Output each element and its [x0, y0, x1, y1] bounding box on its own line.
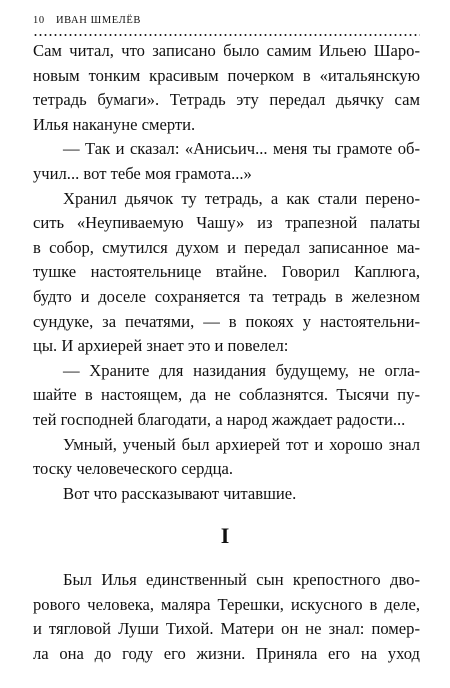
text-line: ла она до году его жизни. Приняла его на уход: [33, 643, 420, 663]
dotted-divider: [33, 34, 420, 36]
paragraph: [33, 137, 420, 186]
chapter-heading: I: [220, 523, 230, 548]
text-line: и тягловой Луши Тихой. Матери он не знал: помер-: [33, 619, 420, 639]
body-text: [33, 39, 420, 506]
text-line: — Храните для назидания будущему, не огла-: [63, 360, 420, 380]
text-line: Был Илья единственный сын крепостного дво-: [63, 570, 420, 589]
text-line: шайте в настоящем, да не соблазнятся. Тысячи пу-: [33, 385, 420, 405]
text-line: — Так и сказал: «Анисьич... меня ты грамоте об-: [63, 139, 420, 159]
text-line: рового человека, маляра Терешки, искусного в деле,: [33, 594, 420, 614]
text-line: цы. И архиерей знает это и повелел:: [33, 336, 289, 356]
text-line: тоску человеческого сердца.: [33, 459, 234, 479]
running-header: [33, 14, 141, 28]
text-line: тей господней благодати, а народ жаждает радости...: [33, 409, 406, 429]
text-line: сундуке, за печатями, — в покоях у настоятельни-: [33, 311, 420, 331]
text-line: тетрадь бумаги». Тетрадь эту передал дьячку сам: [33, 90, 420, 110]
running-title: ИВАН ШМЕЛЁВ: [55, 15, 141, 26]
text-line: в собор, смутился духом и передал записанное ма-: [33, 237, 420, 257]
paragraph: [33, 187, 420, 359]
chapter-body-text: [33, 568, 420, 666]
paragraph: [33, 482, 420, 507]
paragraph: [33, 568, 420, 666]
text-line: Умный, ученый был архиерей тот и хорошо знал: [63, 434, 420, 454]
text-line: Вот что рассказывают читавшие.: [63, 483, 297, 503]
text-line: учил... вот тебе моя грамота...»: [33, 163, 252, 183]
text-line: Сам читал, что записано было самим Ильею Шаро-: [33, 41, 420, 60]
page-number: 10: [33, 15, 45, 26]
text-line: Илья накануне смерти.: [33, 114, 196, 134]
text-line: новым тонким красивым почерком в «итальянскую: [33, 65, 420, 85]
text-line: Хранил дьячок ту тетрадь, а как стали перено-: [63, 188, 420, 208]
text-line: будто и доселе сохраняется та тетрадь в железном: [33, 286, 420, 306]
text-line: тушке настоятельнице втайне. Говорил Каплюга,: [33, 262, 420, 282]
text-line: сить «Неупиваемую Чашу» из трапезной палаты: [33, 213, 420, 233]
paragraph: [33, 39, 420, 137]
paragraph: [33, 359, 420, 433]
paragraph: [33, 433, 420, 482]
